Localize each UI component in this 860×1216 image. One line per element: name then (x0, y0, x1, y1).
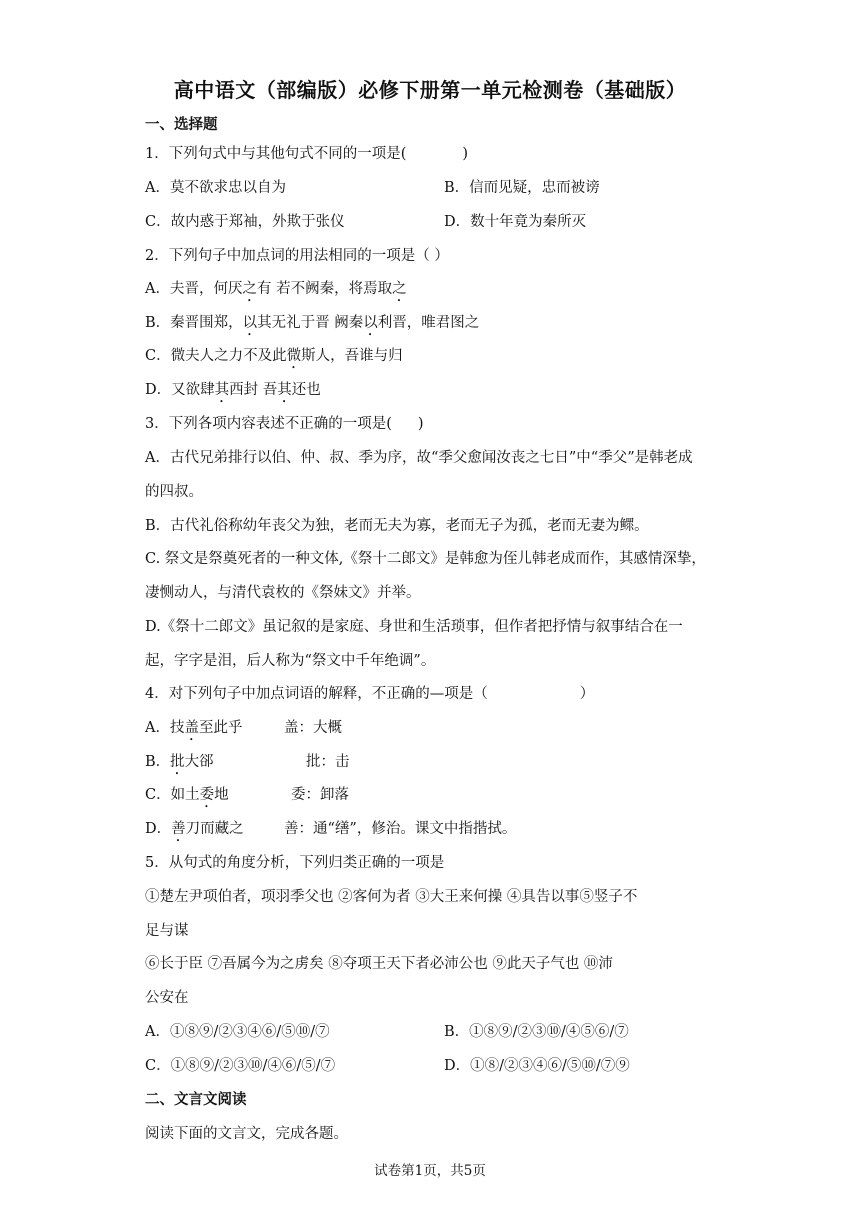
q1-stem-end: ) (462, 146, 469, 162)
page-footer: 试卷第1页，共5页 (374, 1163, 486, 1179)
q4-c-text-1: C．如土 (145, 787, 200, 803)
q5-option-b: B．①⑧⑨/②③⑩/④⑤⑥/⑦ (444, 1024, 629, 1040)
q3-option-d-line2: 起，字字是泪，后人称为“祭文中千年绝调”。 (145, 653, 436, 669)
q3-option-a-line1: A．古代兄弟排行以伯、仲、叔、季为序，故“季父愈闻汝丧之七日”中“季父”是韩老成 (145, 450, 693, 466)
q2-c-dotted-word: 微 (286, 348, 302, 364)
q2-d-text-1: D．又欲肆 (145, 382, 215, 398)
q4-option-c (145, 783, 229, 811)
q5-items-line4: 公安在 (145, 990, 189, 1006)
q4-a-text-2: 至此乎 (198, 720, 243, 736)
q2-option-d (145, 378, 321, 406)
q4-c-explanation: 委：卸落 (291, 787, 349, 803)
q2-a-dotted-word-2: 之 (392, 281, 407, 297)
q4-b-dotted-word: 批 (170, 754, 185, 770)
q4-d-text-1: D． (145, 821, 172, 837)
q5-items-line1: ①楚左尹项伯者，项羽季父也 ②客何为者 ③大王来何操 ④具告以事⑤竖子不 (145, 889, 638, 905)
q5-option-c: C．①⑧⑨/②③⑩/④⑥/⑤/⑦ (145, 1058, 336, 1074)
section-heading-reading: 二、文言文阅读 (145, 1092, 247, 1108)
q2-option-a (145, 277, 407, 305)
q4-b-explanation: 批：击 (306, 754, 350, 770)
question-5-stem: 5．从句式的角度分析，下列归类正确的一项是 (145, 855, 445, 871)
q4-d-explanation: 善：通“缮”，修治。课文中指揩拭。 (284, 821, 517, 837)
q4-a-dotted-word: 盖 (184, 720, 199, 736)
q4-option-d (145, 817, 244, 845)
q4-stem-text: 4．对下列句子中加点词语的解释，不正确的—项是（ (145, 686, 488, 702)
q2-b-dotted-word-1: 以 (242, 315, 258, 331)
q5-items-line3: ⑥长于臣 ⑦吾属今为之虏矣 ⑧夺项王天下者必沛公也 ⑨此天子气也 ⑩沛 (145, 956, 613, 972)
q2-b-dotted-word-2: 以 (363, 315, 378, 331)
q4-option-b (145, 750, 214, 778)
q4-c-dotted-word: 委 (199, 787, 215, 803)
q2-a-text-1: A．夫晋，何厌 (145, 281, 243, 297)
question-3-stem (145, 412, 424, 433)
q3-option-a-line2: 的四叔。 (145, 484, 203, 500)
q2-option-c (145, 344, 403, 372)
q4-option-a (145, 716, 242, 744)
question-1-stem (145, 142, 468, 163)
q2-d-text-3: 还也 (291, 382, 321, 398)
page-title: 高中语文（部编版）必修下册第一单元检测卷（基础版） (173, 78, 687, 102)
q5-option-a: A．①⑧⑨/②③④⑥/⑤⑩/⑦ (145, 1024, 330, 1040)
q5-option-d: D．①⑧/②③④⑥/⑤⑩/⑦⑨ (444, 1058, 630, 1074)
q2-option-b (145, 311, 479, 339)
q4-stem-end: ） (579, 686, 595, 702)
section-heading-choice: 一、选择题 (145, 117, 218, 133)
q4-d-text-2: 刀而藏之 (185, 821, 244, 837)
q2-a-text-2: 有 若不阙秦，将焉取 (256, 281, 393, 297)
q1-option-b: B．信而见疑，忠而被谤 (444, 180, 600, 196)
q4-b-text-1: B． (145, 754, 171, 770)
q3-option-b: B．古代礼俗称幼年丧父为独，老而无夫为寡，老而无子为孤，老而无妻为鳏。 (145, 518, 649, 534)
q4-c-text-2: 地 (214, 787, 229, 803)
question-4-stem (145, 682, 594, 703)
q2-c-text-2: 斯人，吾谁与归 (301, 348, 403, 364)
q3-option-d-line1: D.《祭十二郎文》虽记叙的是家庭、身世和生活琐事，但作者把抒情与叙事结合在一 (145, 619, 683, 635)
q2-d-dotted-word-2: 其 (277, 382, 292, 398)
q3-option-c-line1: C. 祭文是祭奠死者的一种文体,《祭十二郎文》是韩愈为侄儿韩老成而作，其感情深挚， (145, 551, 706, 567)
q3-option-c-line2: 凄恻动人，与清代袁枚的《祭妹文》并举。 (145, 585, 421, 601)
q5-items-line2: 足与谋 (145, 923, 189, 939)
q2-b-text-2: 其无礼于晋 阙秦 (257, 315, 364, 331)
q1-stem-text: 1．下列句式中与其他句式不同的一项是( (145, 146, 407, 162)
q4-a-explanation: 盖：大概 (284, 720, 342, 736)
q1-option-d: D．数十年竟为秦所灭 (444, 214, 587, 230)
q4-a-text-1: A．技 (145, 720, 185, 736)
q1-option-c: C．故内惑于郑袖，外欺于张仪 (145, 214, 345, 230)
q2-d-text-2: 西封 吾 (229, 382, 278, 398)
q2-d-dotted-word-1: 其 (214, 382, 230, 398)
q4-b-text-2: 大郤 (184, 754, 214, 770)
q2-b-text-1: B．秦晋围郑， (145, 315, 243, 331)
q2-b-text-3: 利晋，唯君图之 (377, 315, 480, 331)
reading-instructions: 阅读下面的文言文，完成各题。 (145, 1126, 348, 1142)
q1-option-a: A．莫不欲求忠以自为 (145, 180, 286, 196)
q3-stem-text: 3．下列各项内容表述不正确的一项是( (145, 416, 392, 432)
question-2-stem: 2．下列句子中加点词的用法相同的一项是（ ） (145, 248, 449, 264)
q2-a-dotted-word-1: 之 (242, 281, 257, 297)
q2-c-text-1: C．微夫人之力不及此 (145, 348, 287, 364)
q4-d-dotted-word: 善 (171, 821, 186, 837)
q3-stem-end: ) (417, 416, 424, 432)
